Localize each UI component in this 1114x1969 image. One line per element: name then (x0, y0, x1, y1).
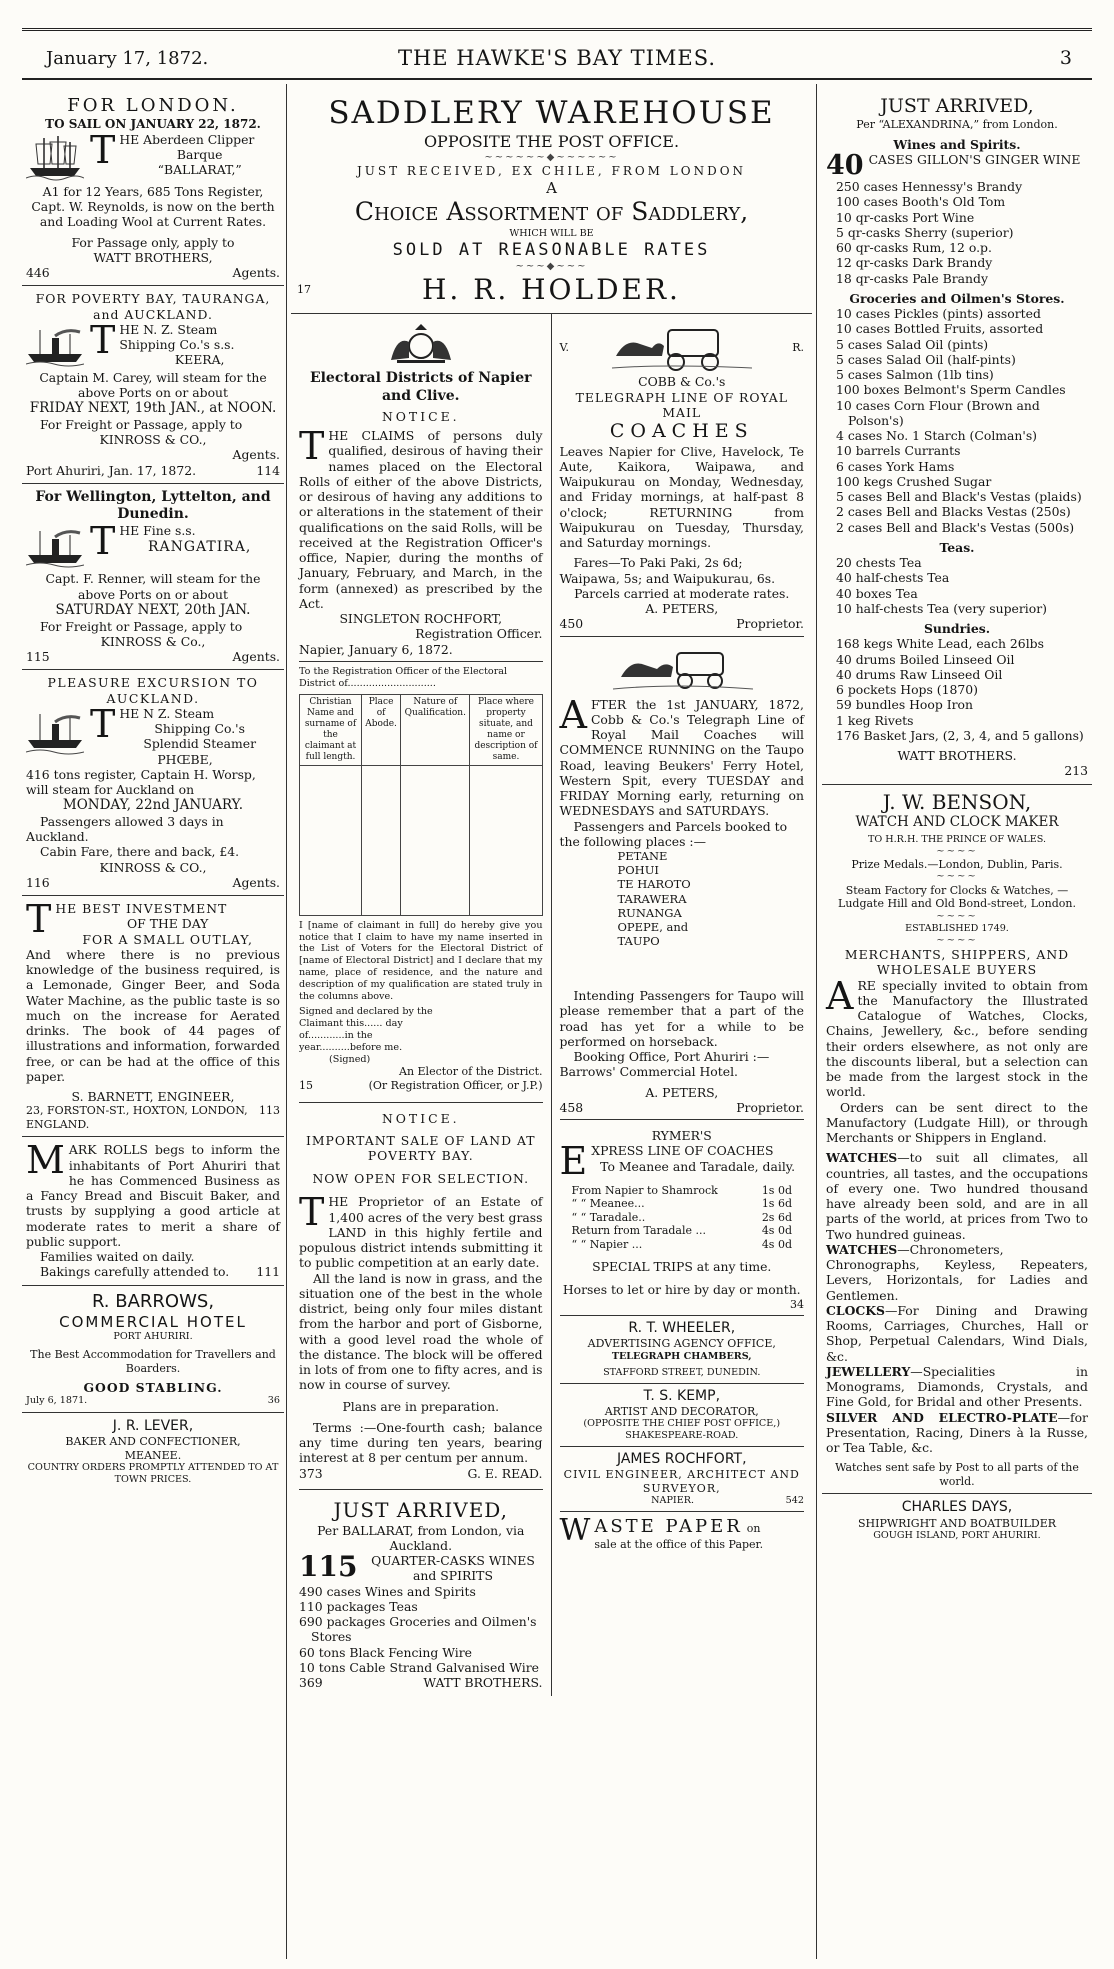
sail-date: FRIDAY NEXT, 19th JAN., at NOON. (29, 400, 277, 417)
ship-name: “BALLARAT,” (157, 162, 242, 178)
ad-wheeler (560, 1315, 805, 1378)
ad-body: 416 tons register, Captain H. Worsp, will steam for Auckland on (26, 766, 256, 797)
proprietor-role: Proprietor. (736, 616, 804, 632)
middle-columns (291, 90, 812, 1959)
list-item: 5 cases Salad Oil (half-pints) (836, 351, 1016, 367)
drop-cap: W (559, 1512, 591, 1548)
place: PORT AHURIRI. (113, 1331, 193, 1343)
list-item: 40 boxes Tea (836, 585, 918, 601)
ad-number: 116 (26, 874, 50, 890)
address: 23, FORSTON-ST., HOXTON, LONDON, ENGLAND. (26, 1104, 248, 1131)
cobb-name: COBB & Co.'s (638, 374, 726, 390)
table-row: “ “ Meanee... 1s 6d (571, 1197, 792, 1211)
place: MEANEE. (124, 1448, 182, 1462)
list-item: 10 cases Pickles (pints) assorted (836, 306, 1041, 322)
notice-title: Electoral Districts of Napier and Clive. (309, 370, 532, 404)
telegraph-line: TELEGRAPH LINE OF ROYAL MAIL (575, 389, 788, 420)
advertiser-name: WATT BROTHERS. (897, 748, 1017, 764)
taupo-body: FTER the 1st JANUARY, 1872, Cobb & Co.'s Telegraph Line of Royal Mail Coaches will COMMENCE RUNNING on the Taupo Road, leaving Beukers' Ferry Hotel, Western Spit, every TUESDAY and FRIDAY Morning early, returning on WEDNESDAYS and SATURDAYS. (559, 696, 804, 819)
form-col-property: Place where property situate, and name or description of same. (470, 694, 542, 765)
ad-date: July 6, 1871. (26, 1395, 88, 1407)
list-item: 5 qr-casks Sherry (superior) (836, 224, 1014, 240)
list-item: POHUI (617, 863, 659, 878)
saddlery-address: OPPOSITE THE POST OFFICE. (423, 132, 680, 152)
horses-line: Horses to let or hire by day or month. (562, 1282, 801, 1298)
list-item: 100 cases Booth's Old Tom (836, 194, 1006, 210)
waste-body: sale at the office of this Paper. (594, 1538, 764, 1552)
apply-line: For Freight or Passage, apply to (40, 618, 243, 634)
list-item: 1 keg Rivets (836, 712, 914, 728)
ad-title: For Wellington, Lyttelton, and Dunedin. (35, 488, 271, 523)
agent-name: KINROSS & Co., (100, 633, 206, 649)
ad-number: 34 (790, 1297, 804, 1311)
ad-body: A1 for 12 Years, 685 Tons Register, Capt. W. Reynolds, is now on the berth and Loading Wool at Current Rates. (31, 183, 275, 230)
form-signed-2: (Signed) (329, 1053, 371, 1065)
table-row: “ “ Napier ... 4s 0d (571, 1237, 792, 1251)
newspaper-title: THE HAWKE'S BAY TIMES. (397, 46, 717, 70)
ship-company: Shipping Co.'s (154, 721, 245, 736)
list-item: 18 qr-casks Pale Brandy (836, 270, 988, 286)
ad-body: ARK ROLLS begs to inform the inhabitants of Port Ahuriri that he has Commenced Business as a Fancy Bread and Biscuit Baker, and trusts by supplying a good article at moderate rates to merit a share of public support. (26, 1142, 280, 1249)
drop-cap: T (90, 317, 116, 362)
place-date: Port Ahuriri, Jan. 17, 1872. (26, 462, 197, 478)
drop-cap: T (90, 127, 116, 172)
clocks-heading: CLOCKS (826, 1302, 885, 1318)
list-item: 10 cases Bottled Fruits, assorted (836, 321, 1044, 337)
section-heading: Sundries. (923, 621, 991, 637)
ad-body: The Best Accommodation for Travellers and Boarders. (30, 1347, 276, 1375)
advertiser-role: CIVIL ENGINEER, ARCHITECT AND SURVEYOR, (563, 1468, 800, 1495)
advertiser-name: R. T. WHEELER, (628, 1320, 736, 1337)
post-line: Watches sent safe by Post to all parts of the world. (835, 1461, 1079, 1488)
apply-line: For Passage only, apply to (71, 234, 235, 250)
list-item: TE HAROTO (617, 877, 691, 892)
ad-number: 369 (299, 1675, 323, 1691)
advertiser-role: ADVERTISING AGENCY OFFICE, (587, 1337, 776, 1351)
terms-line: Terms :—One-fourth cash; balance any time during ten years, bearing interest at 8 per centum per annum. (299, 1419, 543, 1466)
list-item: 10 qr-casks Port Wine (836, 209, 975, 225)
agent-name: KINROSS & CO., (99, 432, 207, 448)
sail-date: SATURDAY NEXT, 20th JAN. (55, 601, 251, 618)
passengers-line: Passengers and Parcels booked to the following places :— (559, 818, 788, 849)
ship-company: Shipping Co.'s s.s. (119, 337, 235, 353)
coach-icon (606, 320, 756, 374)
ad-investment (22, 896, 284, 1137)
list-item: 250 cases Hennessy's Brandy (836, 179, 1023, 195)
agents-label: Agents. (232, 874, 280, 890)
watches-desc: —to suit all climates, all countries, all tastes, and the occupations of every one. Two hundred thousand have already been sold, and are in all parts of the world, at prices from Two to Two hundred guineas. (826, 1150, 1088, 1242)
road-line: SHAKESPEARE-ROAD. (625, 1430, 739, 1442)
drop-cap: E (559, 1139, 588, 1184)
clocks-desc: —For Dining and Drawing Rooms, Carriages, Churches, Hall or Shop, Perpetual Calendars, Wind Dials, &c. (826, 1302, 1088, 1364)
notice-body: HE CLAIMS of persons duly qualified, desirous of having their names placed on the Electoral Rolls of either of the above Districts, or desirous of having any additions to or alterations in the statement of their qualifications on the said Rolls, will be received at the Registration Officer's office, Napier, during the months of January, February, and March, in the form (annexed) as prescribed by the Act. (299, 428, 543, 611)
fares-line: Fares—To Paki Paki, 2s 6d; Waipawa, 5s; and Waipukurau, 6s. (559, 555, 776, 586)
list-item: 40 half-chests Tea (836, 570, 950, 586)
list-item: 176 Basket Jars, (2, 3, 4, and 5 gallons) (836, 727, 1084, 743)
bakings-line: Bakings carefully attended to. (40, 1264, 230, 1280)
ad-taupo-coaches (560, 636, 805, 1115)
silver-heading: SILVER AND ELECTRO-PLATE (826, 1409, 1058, 1425)
ad-title: FOR LONDON. (67, 95, 239, 116)
wine-items (826, 179, 1088, 286)
officer-name: SINGLETON ROCHFORT, (339, 611, 503, 627)
agents-label: Agents. (232, 649, 280, 664)
ad-number: 458 (559, 1099, 584, 1115)
rymer-line: XPRESS LINE OF COACHES (591, 1143, 774, 1159)
header-rule (22, 78, 1092, 80)
ad-number: 36 (267, 1395, 280, 1407)
list-item: 6 cases York Hams (836, 458, 955, 474)
list-item: 60 tons Black Fencing Wire (299, 1644, 472, 1660)
land-body-2: All the land is now in grass, and the situation one of the best in the whole district, being only four miles distant from the harbor and port of Gisborne, with a good level road the whole of the distance. The block will be offered in lots of from one to fifty acres, and is now in course of survey. (299, 1270, 543, 1393)
medals-line: Prize Medals.—London, Dublin, Paris. (851, 857, 1063, 871)
ad-number: 17 (297, 283, 311, 297)
jewellery-heading: JEWELLERY (826, 1363, 911, 1379)
ship-type: Barque (176, 147, 223, 163)
ad-saddlery (291, 90, 812, 314)
ship-name: PHŒBE, (157, 751, 213, 767)
subheadline-2: FOR A SMALL OUTLAY, (82, 931, 253, 947)
ad-rochfort (560, 1446, 805, 1507)
ad-lever (22, 1413, 284, 1491)
sailing-date: TO SAIL ON JANUARY 22, 1872. (45, 117, 261, 132)
column-4 (822, 90, 1092, 1959)
days-line: Passengers allowed 3 days in Auckland. (26, 813, 224, 845)
column-1 (22, 90, 284, 1959)
claim-form-table (299, 694, 543, 916)
advertiser-name: T. S. KEMP, (643, 1387, 721, 1404)
booking-office: Booking Office, Port Ahuriri :—Barrows' Commercial Hotel. (559, 1049, 770, 1080)
elector-line: An Elector of the District. (399, 1065, 543, 1079)
drop-cap: A (826, 973, 854, 1018)
trade: BAKER AND CONFECTIONER, (65, 1435, 241, 1449)
headline: HE BEST INVESTMENT (55, 901, 228, 917)
ad-number: 542 (785, 1495, 804, 1507)
advertiser-name: J. R. LEVER, (112, 1418, 194, 1435)
advertiser-name: CHARLES DAYS, (901, 1499, 1013, 1516)
hotel-name: COMMERCIAL HOTEL (59, 1312, 247, 1331)
fares-table (560, 1184, 805, 1252)
orders-line: Orders can be sent direct to the Manufactory (Ludgate Hill), or through Merchants or Shippers in England. (826, 1099, 1088, 1146)
land-body: HE Proprietor of an Estate of 1,400 acres of the very best grass LAND in this highly fertile and populous district intends submitting it to public competition at an early date. (299, 1194, 543, 1271)
steamer-icon (26, 525, 84, 569)
notice-label: NOTICE. (381, 1111, 460, 1127)
stabling: GOOD STABLING. (83, 1380, 223, 1396)
ad-for-london (22, 90, 284, 286)
royal-crest-icon (381, 322, 461, 366)
choice-line: Choice Assortment of Saddlery, (354, 197, 749, 227)
sundry-items (826, 636, 1088, 743)
form-intro: To the Registration Officer of the Electoral District of............................. (299, 661, 543, 690)
silver-desc: —for Presentation, Racing, Diners à la Russe, or Tea Table, &c. (826, 1409, 1088, 1456)
ornament: ~~~~ (936, 934, 978, 946)
form-col-qualification: Nature of Qualification. (401, 694, 470, 765)
merchants-line: MERCHANTS, SHIPPERS, AND WHOLESALE BUYERS (844, 947, 1070, 978)
ornament: ~~~~ (936, 910, 978, 922)
will-be-line: WHICH WILL BE (509, 228, 594, 240)
chambers: TELEGRAPH CHAMBERS, (611, 1350, 752, 1362)
vr-right: R. (792, 340, 804, 354)
ad-number: 15 (299, 1078, 313, 1092)
ship-desc: HE Fine s.s. (119, 523, 196, 539)
list-item: RUNANGA (617, 905, 682, 920)
advertiser-name: JAMES ROCHFORT, (616, 1450, 747, 1467)
list-item: 20 chests Tea (836, 555, 922, 571)
ornament: ~~~~ (936, 871, 978, 883)
a-line: A (546, 178, 557, 197)
land-notice (299, 1102, 543, 1481)
proprietor-role: Proprietor. (736, 1099, 804, 1115)
top-rule (22, 28, 1092, 31)
place: NAPIER. (651, 1495, 695, 1507)
vr-left: V. (559, 340, 570, 354)
or-line: (Or Registration Officer, or J.P.) (368, 1078, 543, 1092)
ship-name: KEERA, (174, 352, 225, 368)
quantity-number: 40 (826, 150, 864, 182)
officer-role: Registration Officer. (415, 626, 543, 642)
ad-poverty-bay (22, 286, 284, 484)
list-item: 5 cases Salad Oil (pints) (836, 336, 989, 352)
plans-line: Plans are in preparation. (342, 1398, 500, 1414)
ad-title: FOR POVERTY BAY, TAURANGA, and AUCKLAND. (35, 291, 271, 322)
list-item: 10 tons Cable Strand Galvanised Wire (299, 1659, 539, 1675)
rymer-to: To Meanee and Taradale, daily. (600, 1158, 796, 1174)
grocery-items (826, 306, 1088, 535)
established-line: ESTABLISHED 1749. (905, 923, 1009, 935)
proprietor-name: H. R. HOLDER. (422, 273, 681, 307)
fare-line: Cabin Fare, there and back, £4. (40, 844, 240, 860)
ad-number: 111 (256, 1264, 280, 1280)
list-item: 110 packages Teas (299, 1598, 418, 1614)
intending-line: Intending Passengers for Taupo will please remember that a part of the road has yet for a while to be performed on horseback. (559, 988, 804, 1049)
drop-cap: T (299, 1190, 325, 1235)
watches-desc-2: —Chronometers, Chronographs, Keyless, Repeaters, Levers, Horizontals, for Ladies and Gentlemen. (826, 1241, 1088, 1303)
list-item: 4 cases No. 1 Starch (Colman's) (836, 428, 1038, 444)
received-line: JUST RECEIVED, EX CHILE, FROM LONDON (356, 164, 747, 179)
ad-mark-rolls (22, 1137, 284, 1285)
ad-barrows (22, 1286, 284, 1413)
drop-cap: A (559, 692, 587, 737)
steamer-icon (26, 324, 84, 368)
tea-items (826, 555, 1088, 616)
ad-number: 113 (259, 1104, 280, 1118)
list-item: TARAWERA (617, 891, 687, 906)
factory-line: Steam Factory for Clocks & Watches, —Ludgate Hill and Old Bond-street, London. (838, 883, 1076, 911)
column-rule (286, 84, 287, 1959)
ad-benson (822, 785, 1092, 1495)
list-item: 60 qr-casks Rum, 12 o.p. (836, 240, 992, 256)
saddlery-title: SADDLERY WAREHOUSE (328, 95, 775, 131)
masthead (0, 0, 1114, 88)
ad-title: PLEASURE EXCURSION TO AUCKLAND. (47, 675, 259, 706)
form-declaration: I [name of claimant in full] do hereby give you notice that I claim to have my name inserted in the List of Voters for the Electoral District of [name of Electoral District] and I declare that my name, place of residence, and the nature and description of my qualification are stated truly in the columns above. (299, 919, 543, 1002)
land-title: IMPORTANT SALE OF LAND AT POVERTY BAY. (305, 1132, 536, 1163)
section-heading: Groceries and Oilmen's Stores. (849, 290, 1065, 306)
ship-desc: HE Aberdeen Clipper (119, 131, 255, 147)
special-trips: SPECIAL TRIPS at any time. (592, 1259, 772, 1275)
list-item: 168 kegs White Lead, each 26lbs (836, 636, 1044, 652)
section-heading: Wines and Spirits. (893, 136, 1021, 152)
issue-date: January 17, 1872. (46, 48, 209, 69)
coaches-title: COACHES (609, 420, 754, 443)
open-line: NOW OPEN FOR SELECTION. (312, 1171, 530, 1187)
form-col-abode: Place of Abode. (362, 694, 401, 765)
arrived-per: Per BALLARAT, from London, via Auckland. (317, 1522, 525, 1553)
ship-type: Splendid Steamer (143, 736, 256, 752)
list-item: 2 cases Bell and Black's Vestas (500s) (836, 519, 1075, 535)
section-heading: Teas. (939, 539, 975, 555)
advertiser-name: G. E. READ. (467, 1465, 543, 1481)
column-rule (816, 84, 817, 1959)
list-item: TAUPO (617, 933, 660, 948)
ad-just-arrived-alexandrina (822, 90, 1092, 785)
quantity-desc: CASES GILLON'S GINGER WINE (868, 152, 1081, 168)
ad-wellington (22, 484, 284, 670)
ad-waste-paper (560, 1511, 805, 1552)
list-item: 690 packages Groceries and Oilmen's Stores (299, 1614, 537, 1645)
advertiser-name: R. BARROWS, (91, 1290, 215, 1312)
ad-kemp (560, 1383, 805, 1442)
list-item: 10 barrels Currants (836, 443, 961, 459)
proprietor-name: A. PETERS, (645, 1084, 719, 1100)
table-row: “ “ Taradale.. 2s 6d (571, 1210, 792, 1224)
ad-number: 450 (559, 616, 584, 632)
subheadline: OF THE DAY (127, 916, 209, 932)
advertiser-role: WATCH AND CLOCK MAKER (855, 814, 1059, 831)
advertiser-name: S. BARNETT, ENGINEER, (71, 1089, 235, 1105)
steamer-icon (26, 708, 84, 756)
waste-title: ASTE PAPER (594, 1515, 743, 1537)
ad-number: 114 (256, 462, 280, 478)
notice-label: NOTICE. (381, 408, 460, 424)
sail-date: MONDAY, 22nd JANUARY. (62, 797, 244, 814)
advertiser-name: J. W. BENSON, (882, 789, 1032, 814)
ship-desc: HE N Z. Steam (119, 705, 215, 721)
sold-line: SOLD AT REASONABLE RATES (392, 239, 711, 260)
list-item: 2 cases Bell and Blacks Vestas (250s) (836, 504, 1071, 520)
drop-cap: M (26, 1138, 65, 1183)
benson-body: RE specially invited to obtain from the Manufactory the Illustrated Catalogue of Watches, Clocks, Chains, Jewellery, &c., before sending their orders elsewhere, as not only are the discounts liberal, but a selection can be made from the largest stock in the world. (826, 977, 1088, 1100)
drop-cap: T (90, 701, 116, 746)
ad-body: And where there is no previous knowledge of the business required, is a Lemonade, Ginger Beer, and Soda Water Machine, as the public taste is so much on the increase for Aerated drinks. The book of 44 pages of illustrations and information, forwarded free, or can be had at the office of this paper. (26, 946, 280, 1084)
watches-heading: WATCHES (826, 1150, 898, 1166)
notice-date: Napier, January 6, 1872. (299, 641, 453, 657)
coach-icon (607, 643, 757, 693)
list-item: 12 qr-casks Dark Brandy (836, 255, 993, 271)
proprietor-name: A. PETERS, (645, 601, 719, 617)
advertiser-name: WATT BROTHERS. (423, 1675, 543, 1691)
drop-cap: T (299, 424, 325, 469)
watches-heading-2: WATCHES (826, 1241, 898, 1257)
list-item: 10 half-chests Tea (very superior) (836, 600, 1047, 616)
advertiser-role: SHIPWRIGHT AND BOATBUILDER (857, 1516, 1057, 1530)
ad-body: Capt. F. Renner, will steam for the above Ports on or about (45, 571, 261, 602)
list-item: 40 drums Boiled Linseed Oil (836, 651, 1015, 667)
quantity-number: 115 (299, 1550, 358, 1584)
royal-appointment: TO H.R.H. THE PRINCE OF WALES. (867, 833, 1047, 845)
drop-cap: T (90, 519, 116, 564)
middle-right (552, 314, 813, 1696)
drop-cap: T (26, 897, 52, 942)
ad-just-arrived-ballarat (299, 1489, 543, 1690)
middle-left (291, 314, 552, 1696)
families-line: Families waited on daily. (40, 1249, 195, 1265)
agents-label: Agents. (232, 447, 280, 463)
apply-line: For Freight or Passage, apply to (40, 416, 243, 432)
list-item: 100 kegs Crushed Sugar (836, 473, 992, 489)
list-item: 100 boxes Belmont's Sperm Candles (836, 382, 1066, 398)
agent-name: KINROSS & CO., (99, 859, 207, 875)
list-item: 6 pockets Hops (1870) (836, 682, 978, 698)
arrived-per: Per “ALEXANDRINA,” from London. (856, 118, 1058, 132)
ship-name: RANGATIRA, (147, 538, 252, 555)
ship-desc: HE N. Z. Steam (119, 321, 218, 337)
arrived-items (299, 1584, 543, 1676)
ad-rymers (560, 1119, 805, 1311)
arrived-title: JUST ARRIVED, (880, 95, 1034, 117)
agent-name: WATT BROTHERS, (93, 249, 213, 265)
waste-on: on (746, 1521, 761, 1535)
place: GOUGH ISLAND, PORT AHURIRI. (873, 1530, 1041, 1542)
advertiser-role: ARTIST AND DECORATOR, (604, 1404, 759, 1418)
ad-pleasure-excursion (22, 670, 284, 896)
page-number: 3 (1059, 47, 1072, 69)
ad-number: 373 (299, 1465, 323, 1481)
ad-number: 213 (1064, 763, 1088, 779)
list-item: 490 cases Wines and Spirits (299, 1583, 476, 1599)
ornament: ~~~◆~~~ (515, 260, 588, 272)
ad-body: COUNTRY ORDERS PROMPTLY ATTENDED TO AT TOWN PRICES. (27, 1462, 279, 1486)
list-item: 59 bundles Hoop Iron (836, 697, 973, 713)
table-row: From Napier to Shamrock 1s 0d (571, 1183, 792, 1197)
cobb-body: Leaves Napier for Clive, Havelock, Te Aute, Kaikora, Waipawa, and Waipukurau on Monday, Wednesday, and Friday mornings, at half-past 8 o'clock; RETURNING from Waipukurau on Tuesday, Thursday, and Saturday mornings. (559, 443, 804, 551)
opposite-line: (OPPOSITE THE CHIEF POST OFFICE,) (583, 1418, 781, 1430)
middle-split (291, 314, 812, 1696)
list-item: 10 cases Corn Flour (Brown and Polson's) (836, 397, 1040, 428)
form-col-name: Christian Name and surname of the claimant at full length. (300, 694, 362, 765)
ad-body: Captain M. Carey, will steam for the above Ports on or about (39, 369, 267, 401)
ad-number: 115 (26, 649, 50, 664)
arrived-title: JUST ARRIVED, (333, 1497, 508, 1522)
jewellery-desc: —Specialities in Monograms, Diamonds, Crystals, and Fine Gold, for Bridal and other Presents. (826, 1363, 1088, 1410)
list-item: 5 cases Bell and Black's Vestas (plaids) (836, 489, 1082, 505)
ornament: ~~~~~~◆~~~~~~ (484, 151, 619, 163)
rymer-name: RYMER'S (651, 1128, 712, 1144)
list-item: PETANE (617, 849, 668, 864)
ornament: ~~~~ (936, 845, 978, 857)
list-item: OPEPE, and (617, 919, 689, 934)
quantity-desc: QUARTER-CASKS WINES and SPIRITS (371, 1553, 535, 1584)
parcels-line: Parcels carried at moderate rates. (574, 585, 790, 601)
form-signed: Signed and declared by the Claimant this...... day of............in the year..........before me. (299, 1006, 433, 1053)
agents-label: Agents. (232, 265, 280, 281)
ad-days (822, 1494, 1092, 1547)
ship-icon (26, 134, 84, 182)
list-item: 5 cases Salmon (1lb tins) (836, 367, 994, 383)
list-item: 40 drums Raw Linseed Oil (836, 666, 1003, 682)
places-list (560, 849, 805, 948)
table-row: Return from Taradale ... 4s 0d (571, 1224, 792, 1238)
ad-number: 446 (26, 265, 50, 281)
street: STAFFORD STREET, DUNEDIN. (603, 1366, 761, 1378)
